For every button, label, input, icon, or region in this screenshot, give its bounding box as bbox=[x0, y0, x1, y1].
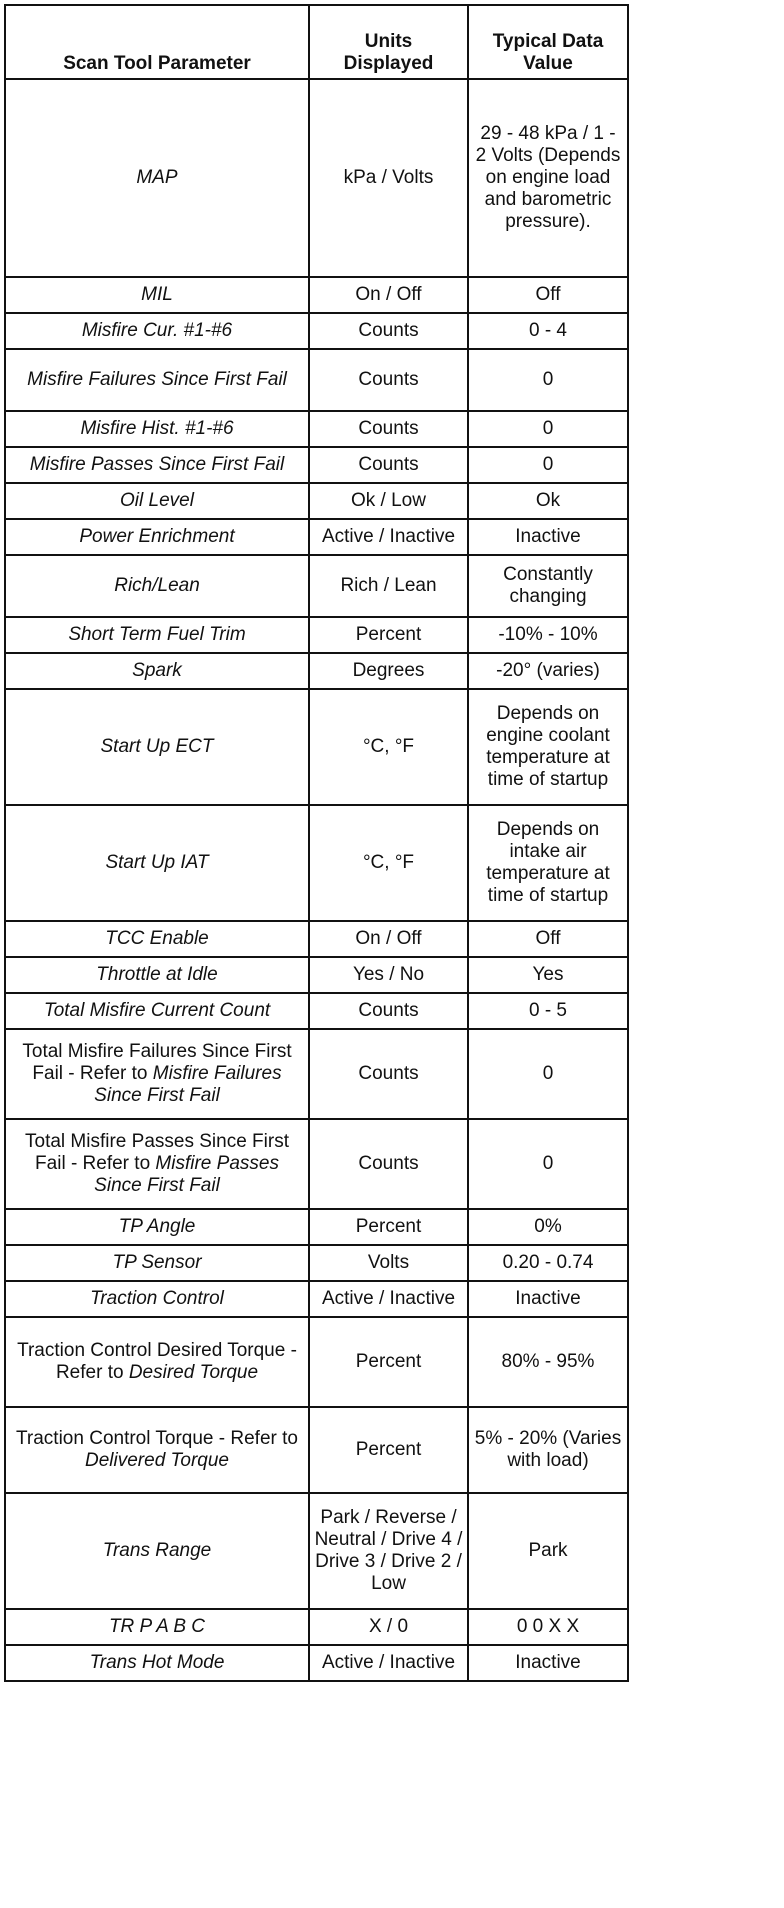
value-cell: Ok bbox=[468, 483, 628, 519]
parameter-cell bbox=[5, 1029, 309, 1119]
units-cell: Park / Reverse / Neutral / Drive 4 / Drive 3 / Drive 2 / Low bbox=[309, 1493, 468, 1609]
units-cell: X / 0 bbox=[309, 1609, 468, 1645]
table-right-edge bbox=[628, 313, 781, 349]
parameter-name: Traction Control Desired Torque - Refer to bbox=[17, 1340, 297, 1383]
value-cell: 0 - 5 bbox=[468, 993, 628, 1029]
table-right-edge bbox=[628, 1281, 781, 1317]
units-cell: °C, °F bbox=[309, 689, 468, 805]
parameter-reference: Delivered Torque bbox=[85, 1450, 229, 1471]
table-row bbox=[5, 349, 781, 411]
parameter-name: TP Sensor bbox=[112, 1252, 202, 1273]
table-row bbox=[5, 483, 781, 519]
table-row bbox=[5, 653, 781, 689]
parameter-name: Short Term Fuel Trim bbox=[68, 624, 246, 645]
table-row bbox=[5, 555, 781, 617]
parameter-name: Spark bbox=[132, 660, 182, 681]
parameter-cell bbox=[5, 1317, 309, 1407]
table-row bbox=[5, 1407, 781, 1493]
value-cell: 0 bbox=[468, 411, 628, 447]
units-cell: On / Off bbox=[309, 277, 468, 313]
table-row bbox=[5, 1317, 781, 1407]
value-cell: 0.20 - 0.74 bbox=[468, 1245, 628, 1281]
table-right-edge bbox=[628, 1493, 781, 1609]
table-right-edge bbox=[628, 277, 781, 313]
value-cell: 80% - 95% bbox=[468, 1317, 628, 1407]
parameter-cell bbox=[5, 1245, 309, 1281]
parameter-name: Traction Control Torque - Refer to bbox=[16, 1428, 298, 1449]
units-cell: Counts bbox=[309, 1119, 468, 1209]
parameter-name: Misfire Passes Since First Fail bbox=[29, 454, 285, 475]
units-cell: On / Off bbox=[309, 921, 468, 957]
table-right-edge bbox=[628, 5, 781, 79]
parameter-cell bbox=[5, 689, 309, 805]
value-cell: Depends on intake air temperature at time of startup bbox=[468, 805, 628, 921]
parameter-cell bbox=[5, 1645, 309, 1681]
table-row bbox=[5, 1119, 781, 1209]
value-cell: 0 bbox=[468, 1119, 628, 1209]
parameter-name: Power Enrichment bbox=[79, 526, 235, 547]
units-cell: Counts bbox=[309, 349, 468, 411]
units-cell: Active / Inactive bbox=[309, 519, 468, 555]
units-cell: Counts bbox=[309, 993, 468, 1029]
table-row bbox=[5, 993, 781, 1029]
parameter-name: Traction Control bbox=[90, 1288, 224, 1309]
units-cell: Percent bbox=[309, 1209, 468, 1245]
header-value: Typical Data Value bbox=[468, 5, 628, 79]
value-cell: Yes bbox=[468, 957, 628, 993]
parameter-name: Misfire Cur. #1-#6 bbox=[81, 320, 233, 341]
value-cell: 0 bbox=[468, 349, 628, 411]
table-row bbox=[5, 313, 781, 349]
value-cell: Depends on engine coolant temperature at time of startup bbox=[468, 689, 628, 805]
parameter-cell bbox=[5, 993, 309, 1029]
table-row bbox=[5, 1209, 781, 1245]
value-cell: Inactive bbox=[468, 1645, 628, 1681]
table-right-edge bbox=[628, 1407, 781, 1493]
value-cell: Off bbox=[468, 921, 628, 957]
table-right-edge bbox=[628, 1245, 781, 1281]
table-row bbox=[5, 1281, 781, 1317]
units-cell: Rich / Lean bbox=[309, 555, 468, 617]
value-cell: Inactive bbox=[468, 519, 628, 555]
table-right-edge bbox=[628, 1645, 781, 1681]
parameter-reference: Misfire Passes Since First Fail bbox=[94, 1153, 279, 1196]
table-right-edge bbox=[628, 483, 781, 519]
table-right-edge bbox=[628, 1209, 781, 1245]
value-cell: Constantly changing bbox=[468, 555, 628, 617]
table-row bbox=[5, 519, 781, 555]
table-right-edge bbox=[628, 689, 781, 805]
table-header-row bbox=[5, 5, 781, 79]
parameter-name: Misfire Hist. #1-#6 bbox=[80, 418, 234, 439]
value-cell: 5% - 20% (Varies with load) bbox=[468, 1407, 628, 1493]
parameter-cell bbox=[5, 1407, 309, 1493]
parameter-name: Misfire Failures Since First Fail bbox=[27, 369, 287, 390]
parameter-cell bbox=[5, 617, 309, 653]
units-cell: Volts bbox=[309, 1245, 468, 1281]
parameter-name: TR P A B C bbox=[108, 1616, 206, 1637]
value-cell: -10% - 10% bbox=[468, 617, 628, 653]
parameter-cell bbox=[5, 79, 309, 277]
parameter-cell bbox=[5, 957, 309, 993]
parameter-reference: Desired Torque bbox=[128, 1362, 259, 1383]
header-parameter: Scan Tool Parameter bbox=[5, 5, 309, 79]
value-cell: 29 - 48 kPa / 1 - 2 Volts (Depends on engine load and barometric pressure). bbox=[468, 79, 628, 277]
parameter-name: Trans Hot Mode bbox=[89, 1652, 225, 1673]
value-cell: 0 - 4 bbox=[468, 313, 628, 349]
units-cell: Counts bbox=[309, 411, 468, 447]
value-cell: Park bbox=[468, 1493, 628, 1609]
table-row bbox=[5, 617, 781, 653]
scan-tool-data-table bbox=[4, 4, 781, 1682]
parameter-name: TP Angle bbox=[118, 1216, 196, 1237]
table-right-edge bbox=[628, 957, 781, 993]
parameter-cell bbox=[5, 349, 309, 411]
value-cell: 0 bbox=[468, 447, 628, 483]
parameter-cell bbox=[5, 805, 309, 921]
units-cell: Ok / Low bbox=[309, 483, 468, 519]
table-right-edge bbox=[628, 1029, 781, 1119]
units-cell: Yes / No bbox=[309, 957, 468, 993]
table-row bbox=[5, 805, 781, 921]
units-cell: Percent bbox=[309, 1407, 468, 1493]
parameter-cell bbox=[5, 1281, 309, 1317]
parameter-cell bbox=[5, 447, 309, 483]
parameter-cell bbox=[5, 411, 309, 447]
table-right-edge bbox=[628, 1609, 781, 1645]
table-right-edge bbox=[628, 993, 781, 1029]
table-right-edge bbox=[628, 349, 781, 411]
parameter-cell bbox=[5, 921, 309, 957]
parameter-name: Trans Range bbox=[102, 1540, 212, 1561]
units-cell: Counts bbox=[309, 1029, 468, 1119]
table-row bbox=[5, 411, 781, 447]
units-cell: Active / Inactive bbox=[309, 1281, 468, 1317]
table-right-edge bbox=[628, 447, 781, 483]
units-cell: Counts bbox=[309, 313, 468, 349]
parameter-name: TCC Enable bbox=[105, 928, 209, 949]
value-cell: 0 bbox=[468, 1029, 628, 1119]
table-row bbox=[5, 1645, 781, 1681]
table-right-edge bbox=[628, 411, 781, 447]
parameter-cell bbox=[5, 555, 309, 617]
table-right-edge bbox=[628, 79, 781, 277]
parameter-cell bbox=[5, 1119, 309, 1209]
parameter-cell bbox=[5, 519, 309, 555]
parameter-name: MIL bbox=[141, 284, 173, 305]
table-row bbox=[5, 689, 781, 805]
table-right-edge bbox=[628, 805, 781, 921]
parameter-cell bbox=[5, 1209, 309, 1245]
units-cell: kPa / Volts bbox=[309, 79, 468, 277]
parameter-name: Throttle at Idle bbox=[96, 964, 218, 985]
units-cell: Counts bbox=[309, 447, 468, 483]
parameter-cell bbox=[5, 313, 309, 349]
table-right-edge bbox=[628, 519, 781, 555]
parameter-cell bbox=[5, 483, 309, 519]
table-row bbox=[5, 1493, 781, 1609]
units-cell: °C, °F bbox=[309, 805, 468, 921]
parameter-name: Total Misfire Current Count bbox=[43, 1000, 271, 1021]
value-cell: -20° (varies) bbox=[468, 653, 628, 689]
table-row bbox=[5, 1029, 781, 1119]
header-units: Units Displayed bbox=[309, 5, 468, 79]
value-cell: Inactive bbox=[468, 1281, 628, 1317]
units-cell: Degrees bbox=[309, 653, 468, 689]
parameter-name: Rich/Lean bbox=[114, 575, 200, 596]
table-row bbox=[5, 277, 781, 313]
parameter-name: Total Misfire Passes Since First Fail - Refer to bbox=[25, 1131, 289, 1174]
parameter-name: Total Misfire Failures Since First Fail - Refer to bbox=[22, 1041, 292, 1084]
parameter-name: Start Up ECT bbox=[100, 736, 214, 757]
value-cell: 0% bbox=[468, 1209, 628, 1245]
parameter-cell bbox=[5, 1493, 309, 1609]
table-right-edge bbox=[628, 1317, 781, 1407]
parameter-cell bbox=[5, 653, 309, 689]
table-row bbox=[5, 447, 781, 483]
table-row bbox=[5, 921, 781, 957]
units-cell: Active / Inactive bbox=[309, 1645, 468, 1681]
table-right-edge bbox=[628, 555, 781, 617]
table-row bbox=[5, 1609, 781, 1645]
parameter-reference: Misfire Failures Since First Fail bbox=[94, 1063, 282, 1106]
parameter-cell bbox=[5, 277, 309, 313]
parameter-cell bbox=[5, 1609, 309, 1645]
table-row bbox=[5, 957, 781, 993]
parameter-name: Start Up IAT bbox=[105, 852, 209, 873]
parameter-name: Oil Level bbox=[120, 490, 194, 511]
value-cell: 0 0 X X bbox=[468, 1609, 628, 1645]
table-row bbox=[5, 1245, 781, 1281]
table-row bbox=[5, 79, 781, 277]
units-cell: Percent bbox=[309, 1317, 468, 1407]
units-cell: Percent bbox=[309, 617, 468, 653]
table-right-edge bbox=[628, 1119, 781, 1209]
parameter-name: MAP bbox=[136, 167, 178, 188]
table-right-edge bbox=[628, 617, 781, 653]
table-right-edge bbox=[628, 921, 781, 957]
value-cell: Off bbox=[468, 277, 628, 313]
table-right-edge bbox=[628, 653, 781, 689]
